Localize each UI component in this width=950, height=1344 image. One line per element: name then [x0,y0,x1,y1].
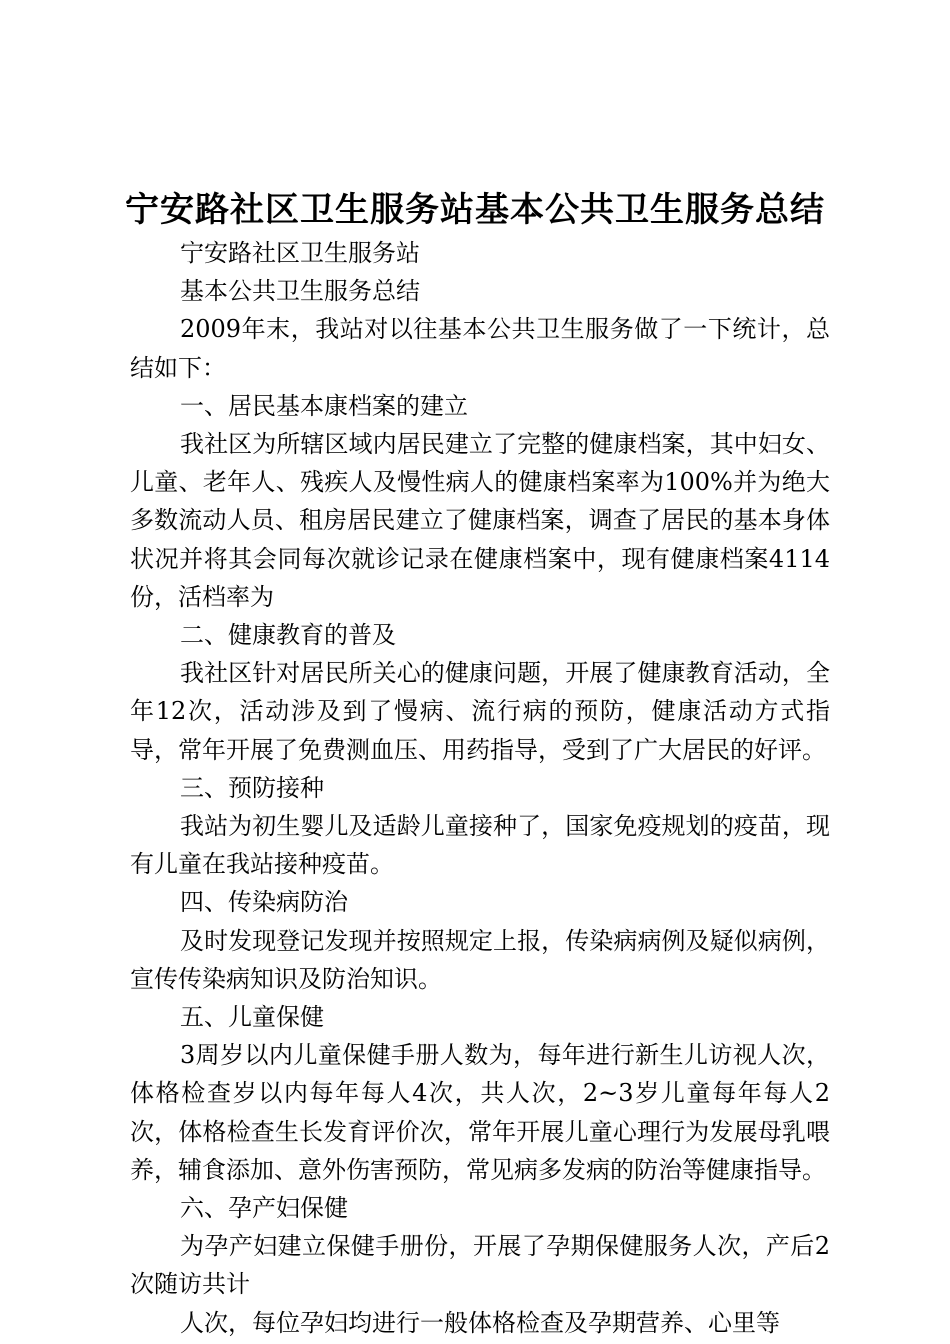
section-heading: 五、儿童保健 [180,1003,324,1032]
paragraph: 2009年末，我站对以往基本公共卫生服务做了一下统计，总结如下： [130,315,830,382]
section-heading: 三、预防接种 [180,773,324,802]
section-heading: 六、孕产妇保健 [180,1194,348,1223]
paragraph: 我站为初生婴儿及适龄儿童接种了，国家免疫规划的疫苗，现有儿童在我站接种疫苗。 [130,812,830,879]
paragraph: 3周岁以内儿童保健手册人数为，每年进行新生儿访视人次，体格检查岁以内每年每人4次，共人次，2~3岁儿童每年每人2次，体格检查生长发育评价次，常年开展儿童心理行为发展母乳喂养，辅食添加、意外伤害预防，常见病多发病的防治等健康指导。 [130,1041,830,1184]
section-heading: 四、传染病防治 [180,888,348,917]
document-title: 宁安路社区卫生服务站基本公共卫生服务总结 [125,190,825,230]
section-heading: 一、居民基本康档案的建立 [180,391,468,420]
paragraph: 及时发现登记发现并按照规定上报，传染病病例及疑似病例，宣传传染病知识及防治知识。 [130,926,830,993]
paragraph: 人次，每位孕妇均进行一般体格检查及孕期营养、心里等 [180,1308,780,1337]
document-body [130,234,830,1342]
paragraph: 我社区为所辖区域内居民建立了完整的健康档案，其中妇女、儿童、老年人、残疾人及慢性病人的健康档案率为100%并为绝大多数流动人员、租房居民建立了健康档案，调查了居民的基本身体状况并将其会同每次就诊记录在健康档案中，现有健康档案4114份，活档率为 [130,430,830,611]
paragraph: 基本公共卫生服务总结 [180,277,420,306]
paragraph: 宁安路社区卫生服务站 [180,239,420,267]
section-heading: 二、健康教育的普及 [180,621,396,650]
paragraph: 为孕产妇建立保健手册份，开展了孕期保健服务人次，产后2次随访共计 [130,1232,830,1299]
paragraph: 我社区针对居民所关心的健康问题，开展了健康教育活动，全年12次，活动涉及到了慢病、流行病的预防，健康活动方式指导，常年开展了免费测血压、用药指导，受到了广大居民的好评。 [130,659,830,764]
